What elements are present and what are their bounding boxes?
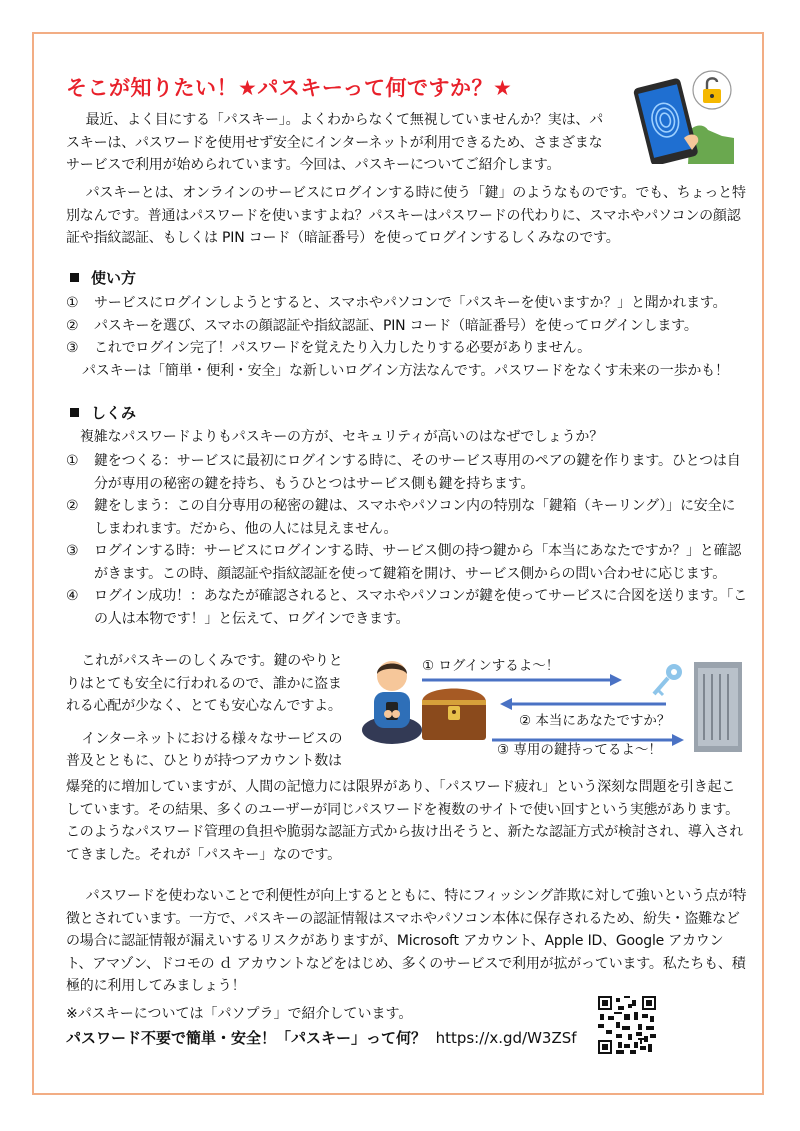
body-left-column	[66, 650, 346, 773]
list-item: ① 鍵をつくる：サービスに最初にログインする時に、そのサービス専用のペアの鍵を作ります。ひとつは自分が専用の秘密の鍵を持ち、もうひとつはサービス側も鍵を持ちます。	[66, 453, 741, 492]
intro-section-2	[66, 182, 746, 250]
diagram-step-1: ① ログインするよ～！	[422, 658, 560, 674]
reference-url[interactable]: https://x.gd/W3ZSf	[435, 1029, 577, 1047]
usage-summary: パスキーは「簡単・便利・安全」な新しいログイン方法なんです。パスワードをなくす未来の一歩かも！	[82, 362, 729, 379]
usage-heading: 使い方	[70, 267, 136, 288]
mechanism-list	[66, 450, 748, 630]
list-item: ① サービスにログインしようとすると、スマホやパソコンで「パスキーを使いますか？」と聞かれます。	[66, 295, 727, 311]
list-item: ② 鍵をしまう：この自分専用の秘密の鍵は、スマホやパソコン内の特別な「鍵箱（キーリング）」に安全にしまわれます。だから、他の人には見えません。	[66, 498, 736, 537]
list-item: ③ これでログイン完了！パスワードを覚えたり入力したりする必要がありません。	[66, 340, 591, 356]
list-item: ④ ログイン成功！：あなたが確認されると、スマホやパソコンが鍵を使ってサービスに合図を送ります。「この人は本物です！」と伝えて、ログインできます。	[66, 588, 748, 627]
body-paragraph-1: これがパスキーのしくみです。鍵のやりとりはとても安全に行われるので、誰かに盗まれる心配が少なく、とても安心なんですよ。	[66, 653, 343, 714]
person-illustration	[362, 661, 422, 744]
page-title: そこが知りたい！★パスキーって何ですか？★	[66, 76, 513, 100]
square-bullet-icon	[70, 273, 79, 282]
intro-section	[66, 109, 614, 177]
closing-section	[66, 885, 748, 998]
fingerprint-phone-illustration	[626, 68, 734, 164]
mechanism-heading: しくみ	[70, 402, 136, 423]
note-text: ※パスキーについては「パソプラ」で紹介しています。	[66, 1006, 413, 1022]
body-paragraph-2b: 爆発的に増加していますが、人間の記憶力には限界があり、「パスワード疲れ」という深刻な問題を引き起こしています。その結果、多くのユーザーが同じパスワードを複数のサイトで使い回すという実態があります。このようなパスワード管理の負担や脆弱な認証方式から抜け出そうと、新たな認証方式が検討され、導入されてきました。それが「パスキー」なのです。	[66, 779, 744, 863]
reference-line	[66, 1027, 577, 1048]
list-item: ③ ログインする時：サービスにログインする時、サービス側の持つ鍵から「本当にあなたですか？」と確認がきます。この時、顔認証や指紋認証を使って鍵箱を開け、サービス側からの問い合わせに応じます。	[66, 543, 742, 582]
usage-list	[66, 292, 748, 382]
intro-paragraph-1: 最近、よく目にする「パスキー」。よくわからなくて無視していませんか？実は、パスキーは、パスワードを使用せず安全にインターネットが利用できるため、さまざまなサービスで利用が始められています。今回は、パスキーについてご紹介します。	[66, 112, 603, 173]
body-paragraph-2a: インターネットにおける様々なサービスの普及とともに、ひとりが持つアカウント数は	[66, 730, 343, 769]
key-box-illustration	[422, 689, 486, 741]
diagram-step-2: ② 本当にあなたですか？	[519, 713, 671, 729]
mechanism-intro: 複雑なパスワードよりもパスキーの方が、セキュリティが高いのはなぜでしょうか？	[80, 429, 603, 445]
qr-code[interactable]	[598, 996, 656, 1054]
key-icon	[654, 664, 682, 695]
intro-paragraph-2: パスキーとは、オンラインのサービスにログインする時に使う「鍵」のようなものです。でも、ちょっと特別なんです。普通はパスワードを使いますよね？パスキーはパスワードの代わりに、スマホやパソコンの顔認証や指紋認証、もしくは PIN コード（暗証番号）を使ってログインするしくみなのです。	[66, 185, 746, 246]
body-paragraph-3: パスワードを使わないことで利便性が向上するとともに、特にフィッシング詐欺に対して強いという点が特徴とされています。一方で、パスキーの認証情報はスマホやパソコン本体に保存されるため、紛失・盗難などの場合に認証情報が漏えいするリスクがありますが、Microsoft アカウント、Apple ID、Google アカウント、アマゾン、ドコモの ｄ アカウントなどをはじめ、多くのサービスで利用が拡がっています。私たちも、積極的に利用してみましょう！	[66, 888, 747, 994]
diagram-step-3: ③ 専用の鍵持ってるよ～！	[497, 742, 662, 758]
list-item: ② パスキーを選び、スマホの顔認証や指紋認証、PIN コード（暗証番号）を使ってログインします。	[66, 317, 698, 334]
reference-title: パスワード不要で簡単・安全！「パスキー」って何？	[66, 1029, 427, 1047]
server-illustration	[694, 662, 742, 752]
square-bullet-icon	[70, 408, 79, 417]
